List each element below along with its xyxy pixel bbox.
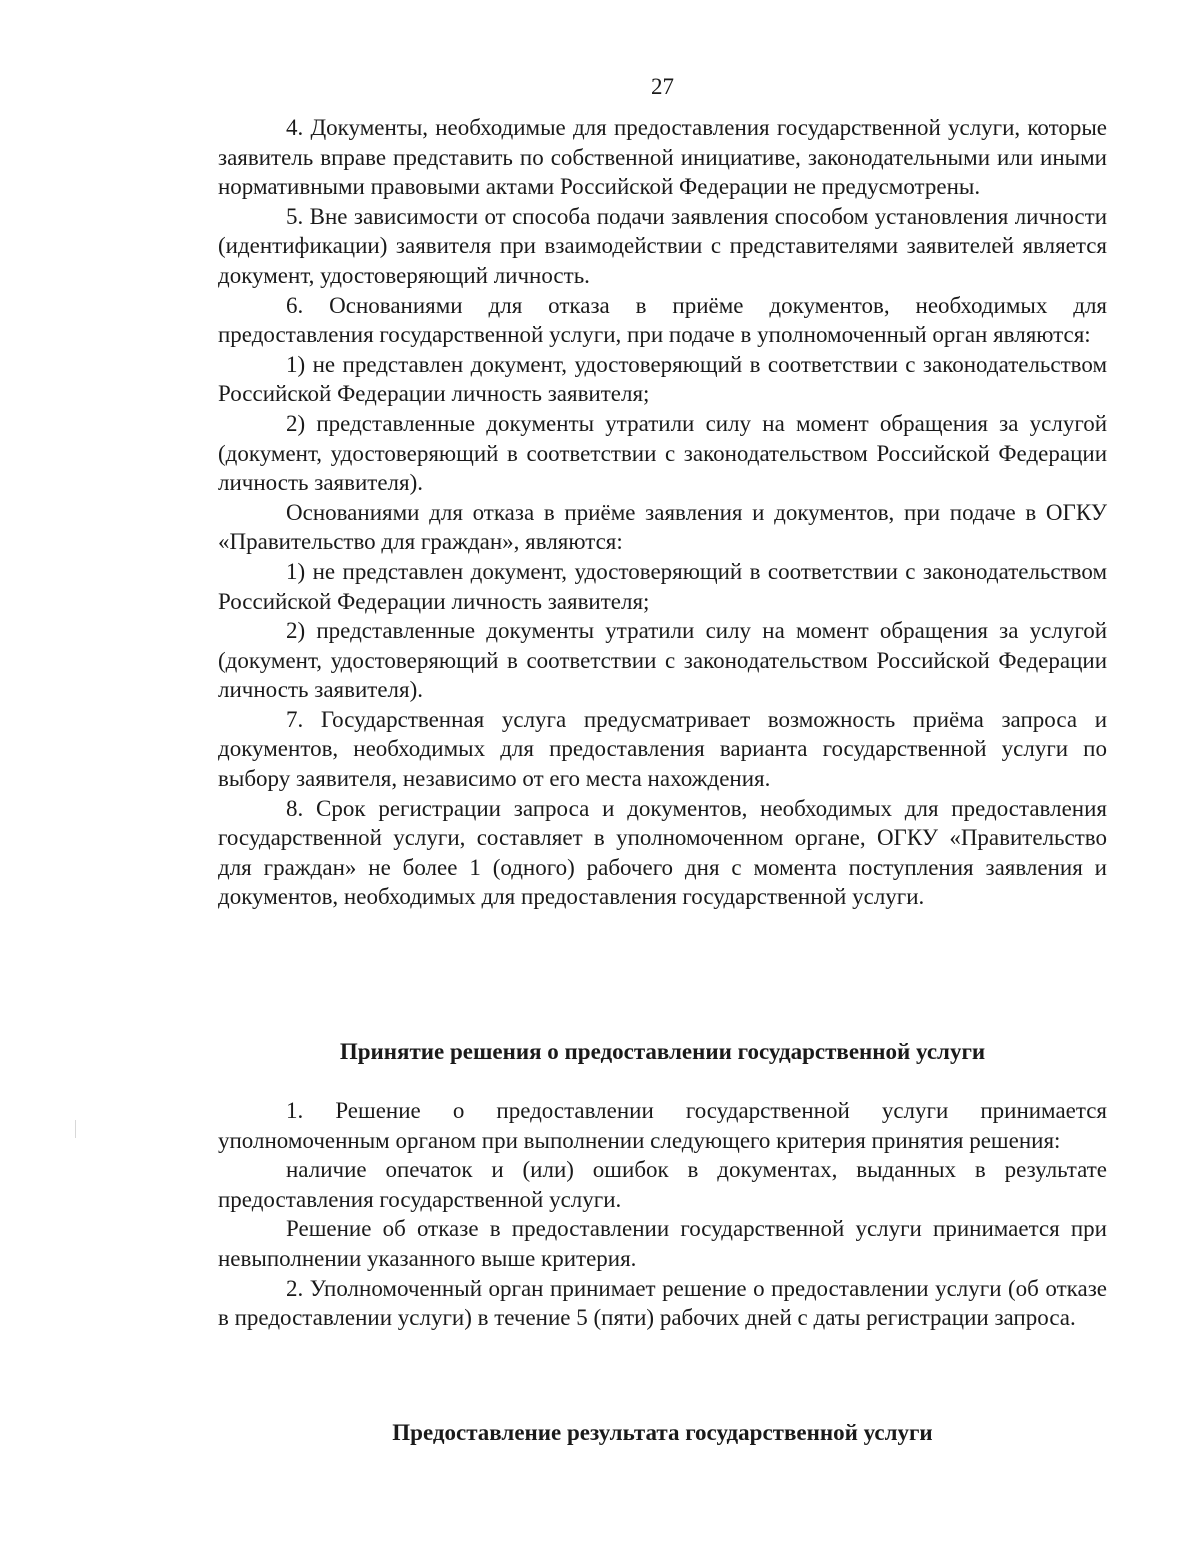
body-text-decision (218, 1096, 1107, 1333)
decision-refusal: Решение об отказе в предоставлении государственной услуги принимается при невыполнении указанного выше критерия. (218, 1216, 1107, 1271)
paragraph-6-item-1: 1) не представлен документ, удостоверяющий в соответствии с законодательством Российской Федерации личность заявителя; (218, 351, 1107, 407)
scan-artifact (75, 1120, 76, 1138)
section-heading-decision: Принятие решения о предоставлении государственной услуги (339, 1039, 986, 1064)
paragraph-6-item-2: 2) представленные документы утратили силу на момент обращения за услугой (документ, удостоверяющий в соответствии с законодательством Российской Федерации личность заявителя). (218, 410, 1107, 496)
paragraph-ogku-item-1: 1) не представлен документ, удостоверяющий в соответствии с законодательством Российской Федерации личность заявителя; (218, 558, 1107, 614)
paragraph-4: 4. Документы, необходимые для предоставления государственной услуги, которые заявитель вправе представить по собственной инициативе, законодательными или иными нормативными правовыми актами Российской Федерации не предусмотрены. (218, 115, 1107, 200)
paragraph-5: 5. Вне зависимости от способа подачи заявления способом установления личности (идентификации) заявителя при взаимодействии с представителями заявителей является документ, удостоверяющий личность. (218, 203, 1107, 288)
decision-paragraph-2: 2. Уполномоченный орган принимает решение о предоставлении услуги (об отказе в предоставлении услуги) в течение 5 (пяти) рабочих дней с даты регистрации запроса. (218, 1275, 1107, 1331)
page-number: 27 (651, 74, 674, 99)
paragraph-ogku-item-2: 2) представленные документы утратили силу на момент обращения за услугой (документ, удостоверяющий в соответствии с законодательством Российской Федерации личность заявителя). (218, 618, 1107, 703)
decision-criterion: наличие опечаток и (или) ошибок в документах, выданных в результате предоставления государственной услуги. (218, 1157, 1107, 1212)
paragraph-8: 8. Срок регистрации запроса и документов, необходимых для предоставления государственной услуги, составляет в уполномоченном органе, ОГКУ «Правительство для граждан» не более 1 (одного) рабочего дня с момента поступления заявления и документов, необходимых для предоставления государственной услуги. (218, 795, 1107, 910)
paragraph-6: 6. Основаниями для отказа в приёме документов, необходимых для предоставления государственной услуги, при подаче в уполномоченный орган являются: (218, 292, 1107, 348)
body-text-top (218, 113, 1107, 912)
section-heading-result: Предоставление результата государственной услуги (392, 1420, 933, 1445)
paragraph-ogku-grounds: Основаниями для отказа в приёме заявления и документов, при подаче в ОГКУ «Правительство для граждан», являются: (218, 499, 1107, 555)
paragraph-7: 7. Государственная услуга предусматривает возможность приёма запроса и документов, необходимых для предоставления варианта государственной услуги по выбору заявителя, независимо от его места нахождения. (218, 706, 1107, 792)
decision-paragraph-1: 1. Решение о предоставлении государственной услуги принимается уполномоченным органом при выполнении следующего критерия принятия решения: (218, 1098, 1107, 1153)
